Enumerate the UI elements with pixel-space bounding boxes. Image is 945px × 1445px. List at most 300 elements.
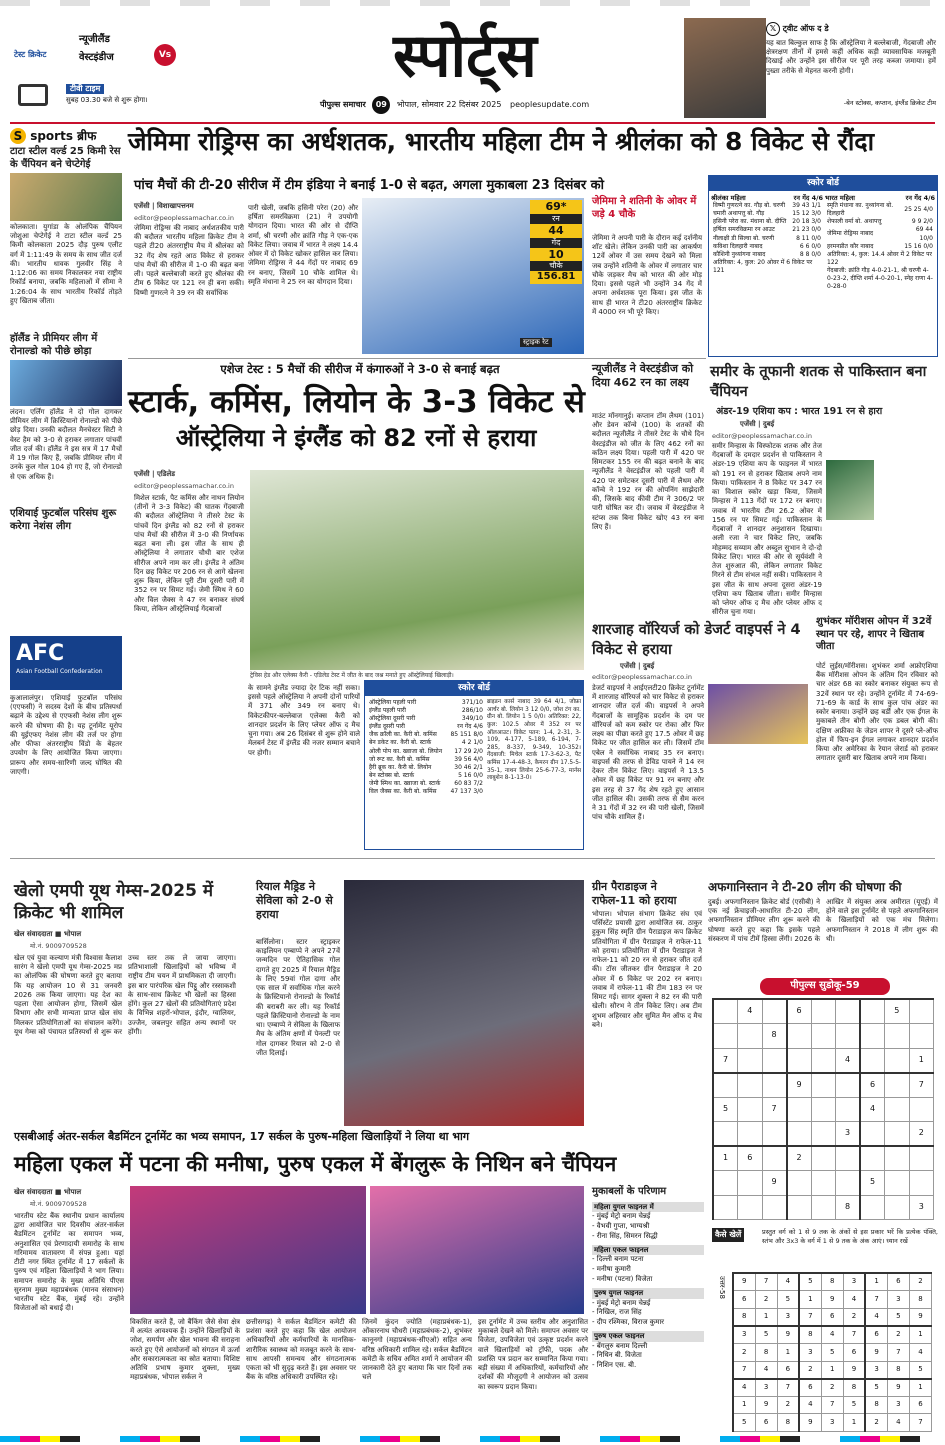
sudoku-cell[interactable]: 7	[909, 1073, 934, 1098]
sudoku-cell[interactable]	[713, 1122, 738, 1147]
sudoku-answer-cell: 3	[733, 1326, 755, 1344]
sudoku-cell[interactable]	[738, 1171, 763, 1196]
sudoku-answer-cell: 8	[865, 1396, 887, 1414]
brief-title-2: हॉलैंड ने प्रीमियर लीग में रोनाल्डो को पीछे छोड़ा	[10, 333, 98, 357]
sc1-left-cell: 39 43 1/1	[792, 202, 821, 210]
sudoku-answer-cell: 4	[777, 1273, 799, 1291]
paper-name: पीपुल्स समाचार	[320, 100, 366, 109]
sudoku-cell[interactable]	[836, 999, 861, 1024]
sudoku-cell[interactable]	[787, 1048, 812, 1073]
sudoku-answer-cell: 3	[865, 1361, 887, 1379]
result-group-head: पुरुष युगल फाइनल	[592, 1288, 704, 1299]
sudoku-cell[interactable]	[885, 1122, 910, 1147]
sc1-right-row	[825, 218, 935, 226]
sc1-right-cell: 15 16 0/0	[904, 242, 933, 250]
sharjah-email: editor@peoplessamachar.co.in	[592, 673, 692, 681]
sudoku-answer-cell: 3	[843, 1273, 865, 1291]
sudoku-grid	[712, 998, 934, 1220]
sudoku-cell[interactable]	[787, 1122, 812, 1147]
answer-label: उत्तर-58	[718, 1276, 726, 1299]
sudoku-answer-cell: 5	[843, 1396, 865, 1414]
sudoku-cell[interactable]	[713, 999, 738, 1024]
sudoku-cell[interactable]	[811, 1171, 836, 1196]
sudoku-answer-cell: 7	[799, 1308, 821, 1326]
bad-headline: महिला एकल में पटना की मनीषा, पुरुष एकल में बेंगलुरू के निथिन बने चैंपियन	[14, 1152, 617, 1176]
sudoku-cell[interactable]	[836, 1073, 861, 1098]
sudoku-answer-cell: 8	[821, 1273, 843, 1291]
lead-email: editor@peoplessamachar.co.in	[134, 214, 234, 222]
sc1-right-row	[825, 226, 935, 242]
gp-body: भोपाल। भोपाल संभाग क्रिकेट संघ एवं पर्सिस्टेंट प्रयासी द्वारा आयोजित स्व. ठाकुर हुकुम सिंह स्मृति ग्रीन पैराडाइज कप क्रिकेट प्रतियोगिता में ग्रीन पैराडाइज ने राफेल-11 को हराया। प्रतियोगिता में ग्रीन पैराडाइज ने राफेल-11 को 20 रन से हराकर जीत दर्ज की। टॉस जीतकर ग्रीन पैराडाइज ने 20 ओवर में 6 विकेट पर 202 रन बनाए। जवाब में राफेल-11 की टीम 183 रन पर सिमट गई। सागर शुक्ला ने 82 रन की पारी खेली। सौरभ ने तीन विकेट लिए। अब टीम शुभम अहिरवार और सुमित मैन ऑफ द मैच बने।	[592, 910, 702, 1029]
team2: वेस्टइंडीज	[79, 52, 114, 63]
brief-title-3: एशियाई फुटबॉल परिसंघ शुरू करेगा नेशंस लीग	[10, 508, 117, 532]
sudoku-cell[interactable]: 8	[836, 1195, 861, 1220]
sudoku-answer-cell: 8	[733, 1308, 755, 1326]
brief-label	[10, 128, 122, 144]
sharjah-byline: एजेंसी | दुबई	[620, 662, 655, 670]
lead-deck: पांच मैचों की टी-20 सीरीज में टीम इंडिया ने बनाई 1-0 से बढ़त, अगला मुकाबला 23 दिसंबर को	[134, 178, 605, 193]
sudoku-cell[interactable]	[909, 1097, 934, 1122]
sc2-left-cell: हैरी ब्रूक का. कैरी बो. लियोन	[369, 763, 432, 771]
sudoku-cell[interactable]: 4	[860, 1097, 885, 1122]
tweet-box	[766, 22, 936, 118]
sudoku-answer-cell: 5	[909, 1361, 931, 1379]
sudoku-cell[interactable]: 3	[909, 1195, 934, 1220]
sudoku-answer-cell: 9	[909, 1308, 931, 1326]
sc1-right-head	[825, 194, 935, 202]
how-title: कैसे खेलें	[712, 1228, 744, 1242]
sudoku-answer-row	[733, 1291, 932, 1309]
scorecard-women-title: स्कोर बोर्ड	[709, 176, 937, 191]
bad-body-5: इस टूर्नामेंट में उच्च स्तरीय और अनुशासित मुकाबले देखने को मिले। समापन अवसर पर विजेता, उपविजेता एवं उत्कृष्ट प्रदर्शन करने वाले खिलाड़ियों को ट्रॉफी, पदक और प्रशस्ति पत्र प्रदान कर सम्मानित किया गया। बड़ी संख्या में अधिकारियों, कर्मचारियों और दर्शकों की मौजूदगी ने आयोजन को उत्सव का स्वरूप प्रदान किया।	[478, 1318, 588, 1391]
sudoku-answer-cell: 4	[843, 1291, 865, 1309]
brief-body-1: कोलकाता। युगांडा के ओलंपिक चैंपियन जोशुआ चेप्टेगेई ने टाटा स्टील वर्ल्ड 25 किमी कोलकाता 2025 दौड़ पुरुष एलीट वर्ग में 1:11:49 के समय के साथ जीत दर्ज की। भारतीय धावक गुलवीर सिंह ने 1:12:06 का समय निकालकर नया राष्ट्रीय रिकॉर्ड बनाया, जबकि महिलाओं में सीमा ने 1:26:04 के साथ भारतीय रिकॉर्ड तोड़ते हुए खिताब जीता।	[10, 223, 122, 305]
scorecard-ashes-title: स्कोर बोर्ड	[365, 681, 583, 696]
page-number: 09	[372, 96, 390, 114]
sudoku-row	[713, 1146, 934, 1171]
sc2-left-cell: ऑस्ट्रेलिया दूसरी पारी	[369, 715, 416, 723]
tweet-label-row	[766, 22, 936, 36]
sudoku-cell[interactable]	[811, 1195, 836, 1220]
sudoku-answer-cell: 1	[909, 1379, 931, 1397]
result-line: - दीप रश्मिका, विराज कुमार	[592, 1318, 664, 1327]
sudoku-cell[interactable]	[713, 1171, 738, 1196]
rule-3	[10, 858, 935, 859]
sudoku-cell[interactable]: 1	[909, 1048, 934, 1073]
sudoku-cell[interactable]	[811, 1146, 836, 1171]
how-text: प्रस्तुत वर्ग को 1 से 9 तक के अंकों से इस प्रकार भरें कि प्रत्येक पंक्ति, स्तंभ और 3x3 के वर्ग में 1 से 9 तक के अंक आएं। ध्यान रखें	[762, 1228, 938, 1245]
sudoku-cell[interactable]	[762, 1195, 787, 1220]
ashes-photo	[250, 470, 584, 670]
sudoku-cell[interactable]	[811, 1122, 836, 1147]
sudoku-cell[interactable]: 8	[762, 1024, 787, 1049]
sudoku-cell[interactable]	[836, 1024, 861, 1049]
sc1-right-row	[825, 251, 935, 267]
sudoku-cell[interactable]	[762, 999, 787, 1024]
dateline: भोपाल, सोमवार 22 दिसंबर 2025	[396, 100, 502, 109]
sc1-left-cell: 21 23 0/0	[792, 226, 821, 234]
sudoku-answer-cell: 8	[909, 1291, 931, 1309]
sudoku-answer-row	[733, 1273, 932, 1291]
sc1-right-row	[825, 202, 935, 218]
sudoku-cell[interactable]: 1	[713, 1146, 738, 1171]
sudoku-cell[interactable]	[909, 999, 934, 1024]
sc1-left-row	[711, 251, 823, 259]
sudoku-cell[interactable]	[811, 1073, 836, 1098]
stat-runs-value: 69*	[530, 200, 582, 214]
sudoku-row	[713, 1073, 934, 1098]
sudoku-cell[interactable]	[762, 1122, 787, 1147]
brief-body-3: कुआलालंपुर। एशियाई फुटबॉल परिसंघ (एएफसी) ने सदस्य देशों के बीच प्रतिस्पर्धा बढ़ाने के उद्देश्य से एएफसी नेशंस लीग शुरू करने की घोषणा की है। यह टूर्नामेंट यूरोप की यूईएफए नेशंस लीग की तर्ज पर होगा और फीफा अंतरराष्ट्रीय विंडो के बेहतर उपयोग के लिए आयोजित किया जाएगा। प्रारूप और समय-सारिणी जल्द घोषित की जाएगी।	[10, 694, 122, 776]
bad-phone: मो.नं. 9009709528	[30, 1200, 87, 1208]
sudoku-cell[interactable]	[860, 1048, 885, 1073]
sudoku-cell[interactable]	[713, 1073, 738, 1098]
result-line: - बेंगलुरु बनाम दिल्ली	[592, 1341, 648, 1350]
sudoku-cell[interactable]	[738, 1195, 763, 1220]
sudoku-answer-cell: 4	[799, 1396, 821, 1414]
sudoku-cell[interactable]	[836, 1171, 861, 1196]
stat-fours-label: चौके	[530, 261, 582, 271]
ashes-body-col: के सामने इंग्लैंड ज्यादा देर टिक नहीं सका। इससे पहले ऑस्ट्रेलिया ने अपनी दोनों पारियों में 371 और 349 रन बनाए थे। विकेटकीपर-बल्लेबाज एलेक्स कैरी को शानदार प्रदर्शन के लिए प्लेयर ऑफ द मैच चुना गया। अब 26 दिसंबर से शुरू होने वाले मेलबर्न टेस्ट में इंग्लैंड की नजर सम्मान बचाने पर होगी।	[248, 684, 360, 757]
mp-phone: मो.नं. 9009709528	[30, 942, 87, 950]
sudoku-answer-cell: 1	[821, 1361, 843, 1379]
sudoku-row	[713, 1171, 934, 1196]
bad-results	[592, 1186, 704, 1432]
sudoku-cell[interactable]	[713, 1024, 738, 1049]
sudoku-answer-cell: 7	[887, 1343, 909, 1361]
sudoku-cell[interactable]: 4	[738, 999, 763, 1024]
result-group-head: महिला एकल फाइनल	[592, 1245, 704, 1256]
rm-headline: रियाल मैड्रिड ने सेविला को 2-0 से हराया	[256, 880, 333, 921]
sudoku-cell[interactable]	[811, 999, 836, 1024]
result-group-head: महिला युगल फाइनल में	[592, 1202, 704, 1213]
vs-badge: Vs	[154, 44, 176, 66]
sc2-left-cell: 371/10	[461, 699, 483, 706]
sudoku-answer-cell: 9	[821, 1291, 843, 1309]
sudoku-title: पीपुल्स सुडोकू-59	[760, 978, 890, 995]
sudoku-answer-cell: 5	[777, 1291, 799, 1309]
stat-balls-label: गेंद	[530, 238, 582, 248]
brief-label-text: sports ब्रीफ	[30, 129, 97, 143]
sc2-left-row	[367, 699, 485, 707]
stokes-photo	[684, 18, 766, 118]
sc2-left-cell: इंग्लैंड दूसरी पारी	[369, 723, 405, 731]
sudoku-cell[interactable]	[787, 1171, 812, 1196]
sudoku-answer-cell: 4	[909, 1343, 931, 1361]
sudoku-cell[interactable]	[738, 1024, 763, 1049]
sudoku-cell[interactable]	[811, 1024, 836, 1049]
shubhankar-body: पोर्ट लुईस/मॉरीशस। शुभंकर शर्मा अफ्रोएशिया बैंक मॉरीशस ओपन के अंतिम दिन रविवार को चार अंडर 68 का स्कोर बनाकर संयुक्त रूप से 32वें स्थान पर रहे। उन्होंने टूर्नामेंट में 74-69-71-69 के कार्ड के साथ कुल पांच अंडर का स्कोर बनाया। उन्होंने छह बर्डी और एक ईगल के मुकाबले तीन बोगी और एक डबल बोगी की। दक्षिण अफ्रीका के जेडन शापर ने दूसरे प्ले-ऑफ होल में फिप-इन ईगल लगाकर शानदार प्रदर्शन किया और अमेरिका के रेयान जेरार्ड को हराकर लगातार दूसरी बार खिताब अपने नाम किया।	[816, 662, 938, 763]
site-url: peoplesupdate.com	[510, 100, 590, 109]
sc2-left-cell: 60 83 7/2	[454, 779, 483, 787]
sudoku-answer-cell: 6	[843, 1343, 865, 1361]
sudoku-answer-row	[733, 1343, 932, 1361]
sudoku-answer-cell: 3	[755, 1379, 777, 1397]
result-line: - वैभवी गुप्ता, भाग्यश्री	[592, 1222, 650, 1231]
sc1-left-cols: रन गेंद 4/6	[793, 194, 823, 202]
sudoku-cell[interactable]	[909, 1171, 934, 1196]
bad-body-4: जिनमें कुंदन ज्योति (महाप्रबंधक-1), ओंकारनाथ चौधरी (महाप्रबंधक-2), शुभंकर कानूनगो (महाप्रबंधक-सीएओ) सहित अन्य वरिष्ठ अधिकारी शामिल रहे। सर्कल बैडमिंटन कमेटी के सचिव अमित शर्मा ने आयोजन की जानकारी देते हुए बताया कि चार दिनों तक चले	[362, 1318, 473, 1382]
sc1-left-row	[711, 259, 823, 275]
sc2-left-table	[367, 699, 485, 796]
sudoku-cell[interactable]	[860, 999, 885, 1024]
mp-body: खेल एवं युवा कल्याण मंत्री विश्वास कैलाश सारंग ने खेलो एमपी यूथ गेम्स-2025 मप्र का ओलंपिक की घोषणा करते हुए बताया कि यह आयोजन 10 से 31 जनवरी 2026 तक किया जाएगा। यह देश का पहला ऐसा आयोजन होगा, जिसमें खेल विभाग और सभी मान्यता प्राप्त खेल संघ मिलकर प्रतियोगिताओं का संचालन करेंगे। यूथ गेम्स को पंचायत प्रतिस्पर्धा से शुरू कर उच्च स्तर तक ले जाया जाएगा। प्रतिभाशाली खिलाड़ियों को भविष्य में राष्ट्रीय टीम चयन में प्राथमिकता दी जाएगी। इस बार पारंपरिक खेल पिट्ठू और रस्साकशी के साथ-साथ क्रिकेट भी खेलों का हिस्सा होंगे। कुल 27 खेलों की प्रतियोगिताएं प्रदेश के विभिन्न शहरों-भोपाल, इंदौर, ग्वालियर, उज्जैन, जबलपुर सहित अन्य स्थानों पर होंगी।	[14, 954, 236, 1036]
sc1-right-cell: 9 9 2/0	[911, 218, 933, 226]
bad-photo-1	[130, 1186, 366, 1314]
sudoku-answer-cell: 7	[909, 1414, 931, 1432]
brief-logo-icon: S	[10, 128, 26, 144]
sudoku-cell[interactable]: 4	[836, 1048, 861, 1073]
sudoku-answer-cell: 1	[843, 1414, 865, 1432]
lead-body-2: पारी खेली, जबकि हसिनी परेरा (20) और हर्षिता समरविक्रमा (21) ने उपयोगी योगदान दिया। भारत की ओर से दीप्ति शर्मा, श्री चरणी और क्रांति गौड़ ने एक-एक विकेट लिया। जवाब में भारत ने लक्ष्य 14.4 ओवर में दो विकेट खोकर हासिल कर लिया। जेमिमा रोड्रिग्स ने 44 गेंदों पर नाबाद 69 रन बनाए, जिसमें 10 चौके शामिल थे। स्मृति मंधाना ने 25 रन का योगदान दिया।	[248, 204, 358, 286]
sudoku-cell[interactable]	[787, 1195, 812, 1220]
sudoku-cell[interactable]	[738, 1048, 763, 1073]
afc-caption: Asian Football Confederation	[16, 667, 103, 675]
sudoku-answer-cell: 7	[821, 1396, 843, 1414]
sudoku-answer-cell: 2	[733, 1343, 755, 1361]
gp-headline: ग्रीन पैराडाइज ने राफेल-11 को हराया	[592, 880, 677, 907]
sameer-body: समीर मिन्हास के विस्फोटक शतक और तेज गेंदबाजों के दमदार प्रदर्शन से पाकिस्तान ने अंडर-19 एशिया कप के फाइनल में भारत को 191 रन से हराकर खिताब अपने नाम किया। पाकिस्तान ने 8 विकेट पर 347 रन का विशाल स्कोर खड़ा किया, जिसमें मिन्हास ने 113 गेंदों पर 172 रन बनाए। जवाब में भारतीय टीम 26.2 ओवर में 156 रन पर सिमट गई। पाकिस्तान के गेंदबाजों ने शानदार अनुशासन दिखाया। अली रजा ने चार विकेट लिए, जबकि मोहम्मद सय्याम और अब्दुल सुभान ने दो-दो विकेट लिए। भारत की ओर से सूर्यवंशी ने तेज शुरुआत की, लेकिन लगातार विकेट गिरने से टीम संभल नहीं सकी। पाकिस्तान ने इस जीत के साथ अपना दूसरा अंडर-19 एशिया कप खिताब जीता। समीर मिन्हास को प्लेयर ऑफ द मैच और प्लेयर ऑफ द सीरीज चुना गया।	[712, 442, 822, 617]
match-promo	[14, 30, 189, 122]
sc1-left-cell: कौशिनी नुथ्यांगना नाबाद	[713, 250, 766, 258]
sudoku-cell[interactable]	[885, 1097, 910, 1122]
sc1-right	[825, 194, 935, 291]
sudoku-cell[interactable]: 6	[738, 1146, 763, 1171]
sudoku-cell[interactable]	[885, 1195, 910, 1220]
tweet-author: -बेन स्टोक्स, कप्तान, इंग्लैंड क्रिकेट टीम	[843, 99, 936, 107]
sudoku-answer-cell: 7	[777, 1379, 799, 1397]
bad-photo-2	[370, 1186, 584, 1314]
sudoku-answer-cell: 1	[865, 1273, 887, 1291]
lead-byline: एजेंसी | विशाखापत्तनम	[134, 202, 194, 210]
sports-brief	[10, 128, 122, 638]
sudoku-cell[interactable]	[836, 1097, 861, 1122]
sudoku-cell[interactable]	[909, 1146, 934, 1171]
sudoku-answer-cell: 5	[755, 1326, 777, 1344]
sudoku-cell[interactable]	[885, 1146, 910, 1171]
sudoku-answer-cell: 1	[909, 1326, 931, 1344]
sc1-right-row	[825, 243, 935, 251]
sudoku-row	[713, 1097, 934, 1122]
stat-balls-value: 44	[530, 224, 582, 238]
sc1-left-team: श्रीलंका महिला	[711, 194, 746, 202]
sc2-left-cell: 47 137 3/0	[450, 788, 483, 796]
sudoku-answer-cell: 3	[799, 1343, 821, 1361]
result-line: - निथिन बी. विजेता	[592, 1351, 642, 1360]
sudoku-cell[interactable]	[885, 1024, 910, 1049]
sudoku-cell[interactable]	[811, 1097, 836, 1122]
sudoku-cell[interactable]	[885, 1073, 910, 1098]
sudoku-cell[interactable]	[762, 1048, 787, 1073]
match-label: टेस्ट क्रिकेट	[14, 50, 47, 59]
sudoku-cell[interactable]	[909, 1024, 934, 1049]
results-title: मुकाबलों के परिणाम	[592, 1186, 667, 1197]
sudoku-answer-cell: 9	[755, 1396, 777, 1414]
result-group-head: पुरुष एकल फाइनल	[592, 1331, 704, 1342]
sudoku-cell[interactable]	[787, 1097, 812, 1122]
sudoku-answer-cell: 3	[777, 1308, 799, 1326]
sudoku-cell[interactable]: 7	[713, 1048, 738, 1073]
stat-sr-value: 156.81	[530, 271, 582, 284]
result-line: - मनीषा (पटना) विजेता	[592, 1274, 653, 1283]
sc1-left-row	[711, 226, 823, 234]
sudoku-answer-cell: 6	[777, 1361, 799, 1379]
bad-body: भारतीय स्टेट बैंक स्थानीय प्रधान कार्यालय द्वारा आयोजित चार दिवसीय अंतर-सर्कल बैडमिंटन टूर्नामेंट का समापन भव्य, अनुशासित एवं प्रेरणादायी समारोह के साथ गरिमामय वातावरण में संपन्न हुआ। यहां टीटी नगर स्थित टूर्नामेंट में 17 सर्कलों के पुरुष एवं महिला खिलाड़ियों ने भाग लिया। समापन समारोह के मुख्य अतिथि पीएस सुरनाम मुख्य महाप्रबंधक (मानव संसाधन) भारतीय स्टेट बैंक, मुंबई रहे। उन्होंने विजेताओं को बधाई दी।	[14, 1212, 124, 1313]
sudoku-cell[interactable]: 7	[762, 1097, 787, 1122]
masthead-rule	[10, 122, 935, 124]
sc1-left-cell: कविशा दिलहारी नाबाद	[713, 242, 763, 250]
sudoku-answer-cell: 2	[909, 1273, 931, 1291]
sudoku-cell[interactable]	[885, 1048, 910, 1073]
ashes-email: editor@peoplessamachar.co.in	[134, 482, 234, 490]
lead-stats	[530, 200, 582, 284]
sudoku-answer-cell: 4	[733, 1379, 755, 1397]
sc1-left-table	[711, 202, 823, 275]
ashes-kicker: एशेज टेस्ट : 5 मैचों की सीरीज में कंगारुओं ने 3-0 से बनाई बढ़त	[220, 362, 500, 376]
sudoku-answer-cell: 7	[843, 1326, 865, 1344]
sudoku-cell[interactable]: 5	[860, 1171, 885, 1196]
result-line: - रीना सिंह, सिमरन सिद्धी	[592, 1231, 658, 1240]
sc1-left-cell: 8 11 0/0	[796, 234, 821, 242]
bad-kicker: एसबीआई अंतर-सर्कल बैडमिंटन टूर्नामेंट का भव्य समापन, 17 सर्कल के पुरुष-महिला खिलाड़ियों ने लिया था भाग	[14, 1130, 470, 1143]
sudoku-cell[interactable]: 9	[787, 1073, 812, 1098]
sc2-left-cell: विल जैक्स का. कैरी बो. कमिंस	[369, 788, 437, 796]
sudoku-answer-cell: 9	[777, 1326, 799, 1344]
sudoku-answer-cell: 2	[887, 1326, 909, 1344]
sudoku-cell[interactable]	[738, 1073, 763, 1098]
sudoku-cell[interactable]	[762, 1146, 787, 1171]
sc2-left-row	[367, 707, 485, 715]
sc2-left-cell: जो रूट का. कैरी बो. कमिंस	[369, 755, 430, 763]
sc1-left	[711, 194, 823, 275]
sudoku-cell[interactable]	[762, 1073, 787, 1098]
sudoku-answer-cell: 7	[865, 1291, 887, 1309]
sc1-left-cell: 6 6 0/0	[799, 242, 821, 250]
sudoku-answer-cell: 1	[777, 1343, 799, 1361]
sudoku-answer-row	[733, 1361, 932, 1379]
mp-headline: खेलो एमपी यूथ गेम्स-2025 में क्रिकेट भी शामिल	[14, 881, 213, 923]
sudoku-answer-cell: 4	[865, 1308, 887, 1326]
sharjah-photo	[708, 684, 808, 744]
ashes-headline-1: स्टार्क, कमिंस, लियोन के 3-3 विकेट से	[128, 384, 585, 420]
sudoku-cell[interactable]	[811, 1048, 836, 1073]
sudoku-cell[interactable]	[860, 1195, 885, 1220]
sudoku-answer-row	[733, 1414, 932, 1432]
sc2-left-cell: बेन डकेट का. कैरी बो. स्टार्क	[369, 739, 432, 747]
sudoku-answer-cell: 6	[799, 1379, 821, 1397]
sudoku-answer-cell: 5	[733, 1414, 755, 1432]
sudoku-answer-cell: 5	[865, 1379, 887, 1397]
sudoku-answer-cell: 4	[887, 1414, 909, 1432]
sudoku-answer-row	[733, 1308, 932, 1326]
sudoku-cell[interactable]	[885, 1171, 910, 1196]
print-registration-bar	[0, 0, 945, 6]
sudoku-cell[interactable]: 3	[836, 1122, 861, 1147]
sudoku-row	[713, 999, 934, 1024]
sudoku-row	[713, 1122, 934, 1147]
sc2-left-row	[367, 788, 485, 796]
sudoku-answer-cell: 8	[755, 1343, 777, 1361]
sudoku-row	[713, 1024, 934, 1049]
sudoku-cell[interactable]: 5	[713, 1097, 738, 1122]
sudoku-cell[interactable]	[738, 1122, 763, 1147]
sudoku-cell[interactable]: 9	[762, 1171, 787, 1196]
sudoku-cell[interactable]: 6	[787, 999, 812, 1024]
match-time: सुबह 03.30 बजे से शुरू होगा।	[66, 96, 148, 104]
sc1-right-cell: 25 25 4/0	[904, 206, 933, 214]
afc-mark: AFC	[16, 641, 65, 666]
sudoku-cell[interactable]	[860, 1122, 885, 1147]
sudoku-cell[interactable]	[836, 1146, 861, 1171]
sudoku-answer-cell: 5	[887, 1308, 909, 1326]
sudoku-answer-cell: 5	[799, 1273, 821, 1291]
sc1-left-cell: 15 12 3/0	[792, 210, 821, 218]
sudoku-cell[interactable]: 2	[909, 1122, 934, 1147]
sudoku-cell[interactable]	[860, 1146, 885, 1171]
sudoku-cell[interactable]: 6	[860, 1073, 885, 1098]
sudoku-answer-cell: 6	[755, 1414, 777, 1432]
sc2-left-row	[367, 764, 485, 772]
sc2-left-cell: 85 151 8/0	[450, 731, 483, 739]
sudoku-cell[interactable]: 2	[787, 1146, 812, 1171]
sudoku-cell[interactable]: 5	[885, 999, 910, 1024]
sameer-deck: अंडर-19 एशिया कप : भारत 191 रन से हारा	[716, 406, 883, 417]
sc2-left-cell: 39 56 4/0	[454, 755, 483, 763]
sc2-left	[367, 699, 485, 796]
bad-body-2: विकसित करते हैं, जो बैंकिंग जैसे सेवा क्षेत्र में अत्यंत आवश्यक हैं। उन्होंने खिलाड़ियों के जोश, समर्पण और खेल भावना की सराहना करते हुए ऐसे आयोजनों को संगठन में ऊर्जा और सकारात्मकता का स्रोत बताया। विशिष्ट अतिथि प्रभाष कुमार शुक्ला, मुख्य महाप्रबंधक, भोपाल सर्कल ने	[130, 1318, 240, 1382]
sc1-left-cell: 8 8 0/0	[799, 250, 821, 258]
masthead-title: स्पोर्ट्स	[393, 21, 537, 91]
sc2-left-cell: जेमी स्मिथ का. ख्वाजा बो. स्टार्क	[369, 779, 441, 787]
sudoku-cell[interactable]	[713, 1195, 738, 1220]
sudoku-row	[713, 1048, 934, 1073]
rule-2	[128, 358, 706, 359]
sudoku-answer-cell: 1	[799, 1291, 821, 1309]
sudoku-answer-cell: 4	[821, 1326, 843, 1344]
sudoku-cell[interactable]	[787, 1024, 812, 1049]
sameer-email: editor@peoplessamachar.co.in	[712, 432, 812, 440]
lead-side-title: जेमिमा ने शतिनी के ओवर में जड़े 4 चौके	[592, 196, 697, 220]
sc1-right-cols: रन गेंद 4/6	[905, 194, 935, 202]
sudoku-answer-cell: 8	[799, 1326, 821, 1344]
sudoku-answer-cell: 8	[843, 1379, 865, 1397]
sc2-left-cell: इंग्लैंड पहली पारी	[369, 707, 406, 715]
team1: न्यूजीलैंड	[79, 34, 110, 45]
mp-byline: खेल संवाददाता ■ भोपाल	[14, 930, 82, 938]
sudoku-answer-row	[733, 1326, 932, 1344]
sudoku-cell[interactable]	[860, 1024, 885, 1049]
sc2-left-row	[367, 748, 485, 756]
sc2-left-cell: 349/10	[461, 715, 483, 723]
sudoku-answer-cell: 6	[821, 1308, 843, 1326]
sudoku-answer-cell: 6	[865, 1326, 887, 1344]
sc1-right-cell: शेफाली वर्मा बो. अथापत्तु	[827, 218, 882, 226]
afghan-headline: अफगानिस्तान ने टी-20 लीग की घोषणा की	[708, 880, 902, 894]
sc1-left-cell: 20 18 3/0	[792, 218, 821, 226]
sudoku-answer-row	[733, 1379, 932, 1397]
brief-title-1: टाटा स्टील वर्ल्ड 25 किमी रेस के चैंपियन बने चेप्टेगेई	[10, 146, 121, 170]
sudoku-answer-cell: 2	[821, 1379, 843, 1397]
result-line: - मनीषा कुमारी	[592, 1265, 631, 1274]
sudoku-answer-cell: 6	[909, 1396, 931, 1414]
sc1-left-cell: हर्षिता समरविक्रमा रन आउट	[713, 226, 775, 234]
sudoku-answer-cell: 9	[799, 1414, 821, 1432]
sudoku-answer-row	[733, 1396, 932, 1414]
sudoku-answer-cell: 2	[843, 1308, 865, 1326]
x-icon: 𝕏	[766, 22, 780, 36]
sudoku-cell[interactable]	[738, 1097, 763, 1122]
sharjah-headline: शारजाह वॉरियर्ज को डेजर्ट वाइपर्स ने 4 विकेट से हराया	[592, 622, 801, 658]
